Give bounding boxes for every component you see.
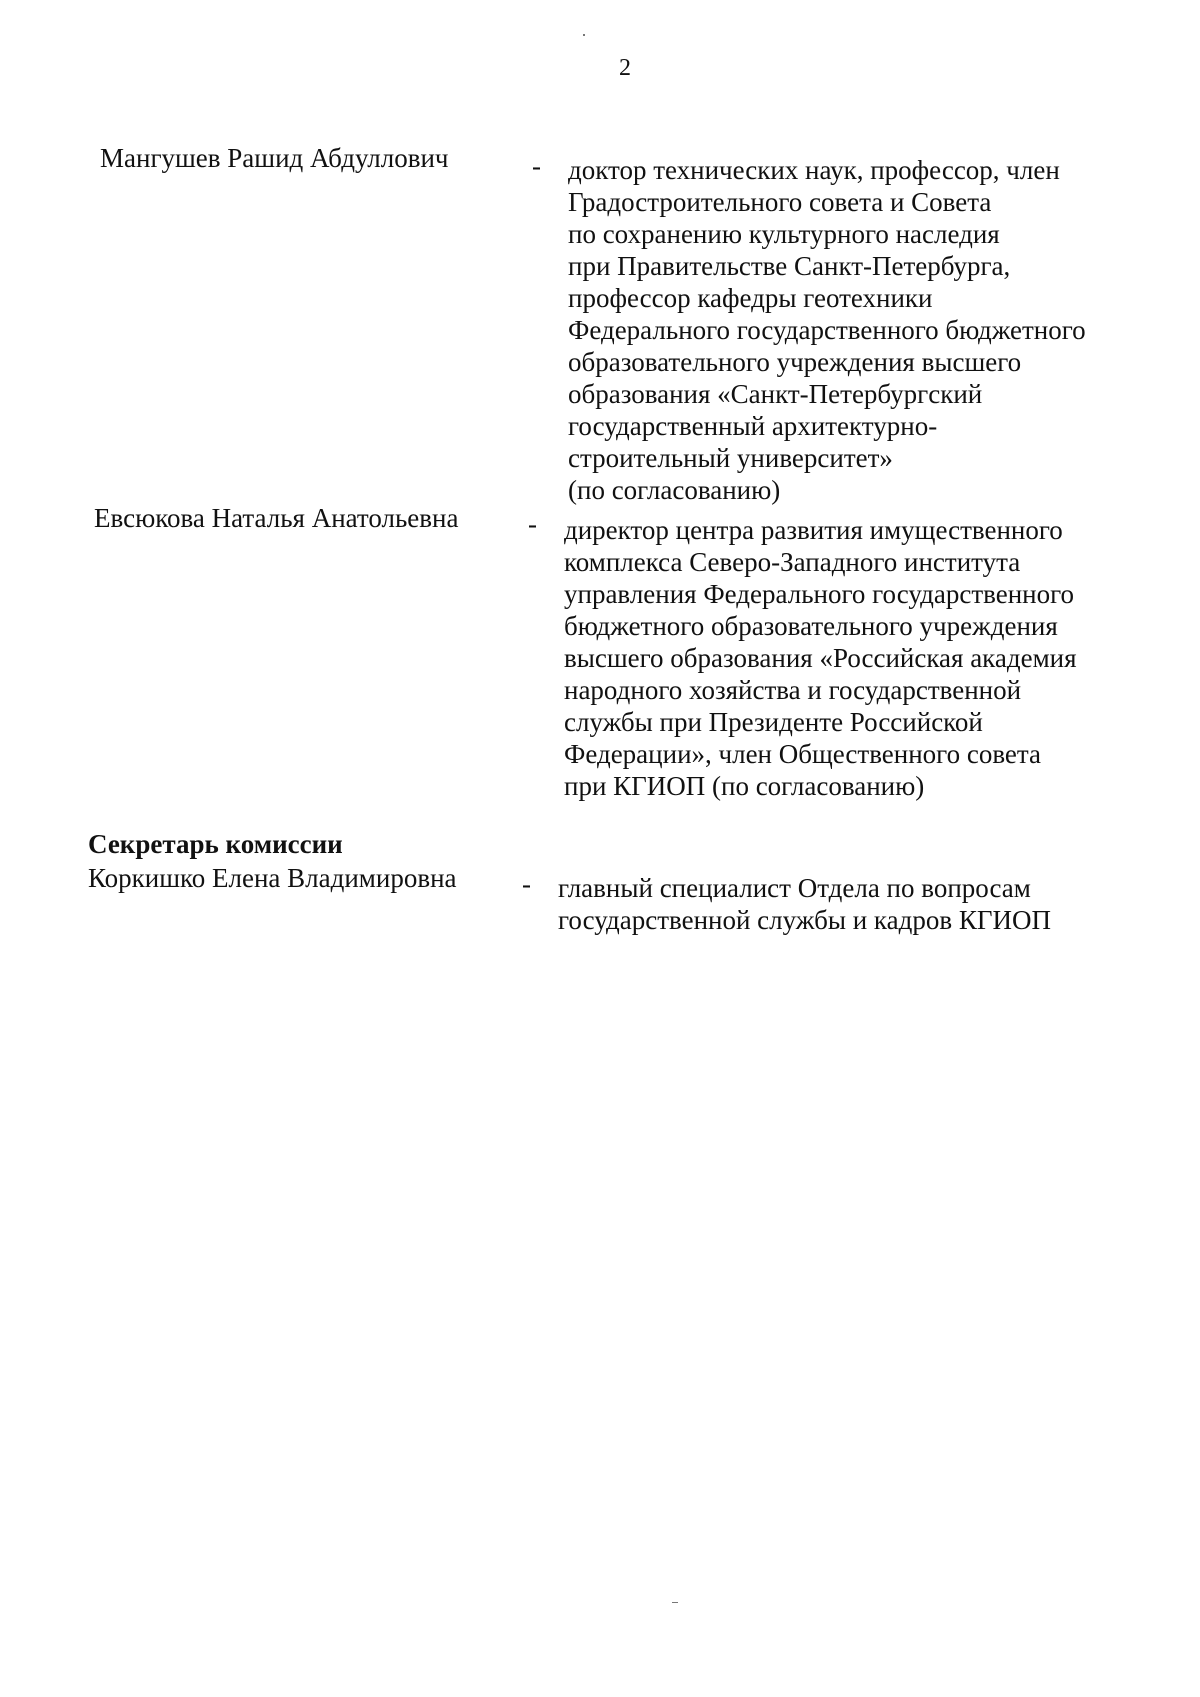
- member-name: Евсюкова Наталья Анатольевна: [94, 503, 459, 533]
- description-line: управления Федерального государственного: [564, 579, 1075, 609]
- description-line: службы при Президенте Российской: [564, 707, 983, 737]
- description-line: комплекса Северо-Западного института: [564, 547, 1021, 577]
- member-name: Мангушев Рашид Абдуллович: [100, 143, 449, 173]
- description-line: доктор технических наук, профессор, член: [568, 155, 1060, 185]
- description-line: по сохранению культурного наследия: [568, 219, 1000, 249]
- description-line: государственный архитектурно-: [568, 411, 938, 441]
- scan-speck: [672, 1602, 678, 1603]
- description-line: Федерации», член Общественного совета: [564, 739, 1042, 769]
- description-line: образовательного учреждения высшего: [568, 347, 1022, 377]
- description-line: Градостроительного совета и Совета: [568, 187, 992, 217]
- description-line: народного хозяйства и государственной: [564, 675, 1022, 705]
- description-line: Федерального государственного бюджетного: [568, 315, 1086, 345]
- dash-separator: -: [528, 509, 537, 539]
- description-line: директор центра развития имущественного: [564, 515, 1063, 545]
- dash-separator: -: [522, 869, 531, 899]
- secretary-name: Коркишко Елена Владимировна: [88, 863, 457, 893]
- member-description: [564, 514, 1077, 802]
- description-line: строительный университет»: [568, 443, 893, 473]
- description-line: главный специалист Отдела по вопросам: [558, 873, 1031, 903]
- page-number: 2: [619, 55, 631, 81]
- description-line: (по согласованию): [568, 475, 781, 505]
- secretary-heading: Секретарь комиссии: [88, 829, 343, 859]
- description-line: при Правительстве Санкт-Петербурга,: [568, 251, 1011, 281]
- description-line: высшего образования «Российская академия: [564, 643, 1077, 673]
- scan-speck: [583, 34, 585, 36]
- description-line: бюджетного образовательного учреждения: [564, 611, 1058, 641]
- description-line: государственной службы и кадров КГИОП: [558, 905, 1051, 935]
- description-line: профессор кафедры геотехники: [568, 283, 933, 313]
- description-line: образования «Санкт-Петербургский: [568, 379, 983, 409]
- secretary-description: [558, 872, 1051, 936]
- member-description: [568, 154, 1086, 506]
- description-line: при КГИОП (по согласованию): [564, 771, 925, 801]
- dash-separator: -: [532, 151, 541, 181]
